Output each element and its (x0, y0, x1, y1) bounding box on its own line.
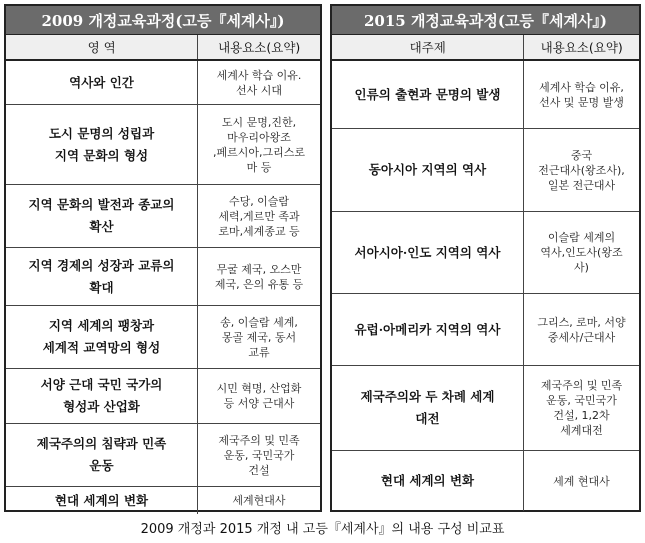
area-cell: 역사와 인간 (6, 61, 198, 104)
theme-cell: 현대 세계의 변화 (332, 451, 524, 511)
content-cell: 그리스, 로마, 서양 중세사/근대사 (537, 315, 626, 344)
area-cell: 서양 근대 국민 국가의 형성과 산업화 (6, 369, 198, 423)
table-row (332, 366, 639, 451)
content-cell: 중국 전근대사(왕조사), 일본 전근대사 (538, 148, 625, 192)
column-header-area: 영 역 (6, 35, 198, 59)
column-header-content: 내용요소(요약) (540, 40, 623, 55)
area-cell: 제국주의의 침략과 민족 운동 (6, 424, 198, 486)
theme-cell: 유럽·아메리카 지역의 역사 (332, 294, 524, 365)
table-row (6, 61, 320, 105)
table-title: 2009 개정교육과정(고등『세계사』) (6, 6, 320, 35)
table-header-row (6, 35, 320, 61)
content-cell: 시민 혁명, 산업화 등 서양 근대사 (216, 382, 302, 410)
content-cell: 송, 이슬람 세계, 몽골 제국, 동서 교류 (220, 315, 298, 359)
content-cell: 무굴 제국, 오스만 제국, 은의 유통 등 (214, 262, 304, 291)
table-title: 2015 개정교육과정(고등『세계사』) (332, 6, 639, 35)
table-header-row (332, 35, 639, 61)
table-row (332, 212, 639, 294)
column-header-theme: 대주제 (332, 35, 524, 59)
content-cell: 이슬람 세계의 역사,인도사(왕조 사) (540, 231, 623, 274)
table-row (6, 487, 320, 514)
content-cell: 수당, 이슬람 세력,게르만 족과 로마,세계종교 등 (218, 194, 300, 238)
content-cell: 도시 문명,진한, 마우리아왕조 ,페르시아,그리스로 마 등 (212, 115, 305, 174)
theme-cell: 서아시아·인도 지역의 역사 (332, 212, 524, 293)
content-cell: 세계사 학습 이유, 선사 및 문명 발생 (539, 80, 624, 109)
table-row (6, 424, 320, 487)
figure-caption: 2009 개정과 2015 개정 내 고등『세계사』의 내용 구성 비교표 (140, 522, 505, 537)
theme-cell: 동아시아 지역의 역사 (332, 129, 524, 211)
content-cell: 세계 현대사 (553, 474, 610, 488)
area-cell: 지역 경제의 성장과 교류의 확대 (6, 248, 198, 305)
table-row (6, 185, 320, 248)
area-cell: 현대 세계의 변화 (6, 487, 198, 514)
table-2015-curriculum (330, 4, 641, 512)
theme-cell: 제국주의와 두 차례 세계 대전 (332, 366, 524, 450)
content-cell: 제국주의 및 민족 운동, 국민국가 건설 (218, 433, 300, 477)
table-row (6, 248, 320, 306)
table-row (332, 294, 639, 366)
content-cell: 세계현대사 (232, 494, 286, 507)
table-row (332, 451, 639, 511)
content-cell: 제국주의 및 민족 운동, 국민국가 건설, 1,2차 세계대전 (540, 379, 623, 437)
table-2009-curriculum (4, 4, 322, 512)
area-cell: 지역 문화의 발전과 종교의 확산 (6, 185, 198, 247)
table-row (6, 306, 320, 369)
table-row (332, 61, 639, 129)
table-row (6, 105, 320, 185)
table-row (332, 129, 639, 212)
column-header-content: 내용요소(요약) (218, 40, 301, 55)
area-cell: 도시 문명의 성립과 지역 문화의 형성 (6, 105, 198, 184)
area-cell: 지역 세계의 팽창과 세계적 교역망의 형성 (6, 306, 198, 368)
table-row (6, 369, 320, 424)
content-cell: 세계사 학습 이유. 선사 시대 (216, 68, 302, 97)
theme-cell: 인류의 출현과 문명의 발생 (332, 61, 524, 128)
